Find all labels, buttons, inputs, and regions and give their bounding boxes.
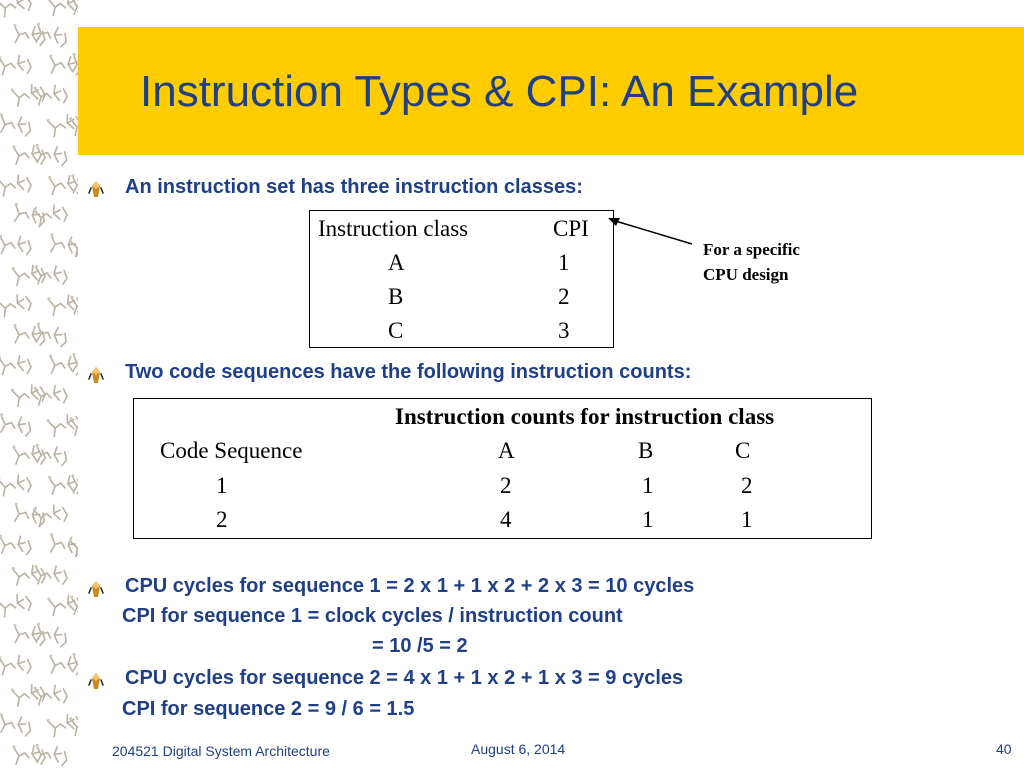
count-header-a: A xyxy=(498,438,515,463)
footer-page-number: 40 xyxy=(996,741,1012,757)
bullet-icon xyxy=(88,180,104,198)
cpi-seq1-formula: CPI for sequence 1 = clock cycles / instruction count xyxy=(122,605,623,627)
cpi-row-b-class: B xyxy=(388,284,404,309)
annotation-line-1: For a specific xyxy=(703,240,800,259)
count-row-1-b: 1 xyxy=(642,473,654,498)
bullet-cycles-seq1: CPU cycles for sequence 1 = 2 x 1 + 1 x 2 + 2 x 3 = 10 cycles xyxy=(125,575,695,597)
bullet-icon xyxy=(88,672,104,690)
count-row-1-c: 2 xyxy=(741,473,753,498)
annotation-arrow xyxy=(600,212,700,252)
cpi-seq1-result: = 10 /5 = 2 xyxy=(372,635,468,657)
bullet-instruction-classes: An instruction set has three instruction classes: xyxy=(125,176,583,198)
annotation-note xyxy=(703,237,800,287)
cpi-row-c-class: C xyxy=(388,318,404,343)
count-header-c: C xyxy=(735,438,751,463)
bullet-instruction-counts: Two code sequences have the following instruction counts: xyxy=(125,361,692,383)
decorative-pattern xyxy=(0,0,78,768)
count-row-2-c: 1 xyxy=(741,507,753,532)
bullet-icon xyxy=(88,366,104,384)
cpi-row-b-cpi: 2 xyxy=(558,284,570,309)
cpi-row-a-class: A xyxy=(388,250,405,275)
cpi-header-class: Instruction class xyxy=(318,216,469,241)
cpi-row-a-cpi: 1 xyxy=(558,250,570,275)
bullet-cycles-seq2: CPU cycles for sequence 2 = 4 x 1 + 1 x 2 + 1 x 3 = 9 cycles xyxy=(125,667,684,689)
count-row-1-seq: 1 xyxy=(216,473,228,498)
count-header-b: B xyxy=(638,438,654,463)
cpi-header-cpi: CPI xyxy=(553,216,589,241)
count-header-seq: Code Sequence xyxy=(160,438,303,463)
annotation-line-2: CPU design xyxy=(703,265,789,284)
count-row-2-b: 1 xyxy=(642,507,654,532)
count-row-2-seq: 2 xyxy=(216,507,228,532)
cpi-seq2-result: CPI for sequence 2 = 9 / 6 = 1.5 xyxy=(122,698,415,720)
count-row-1-a: 2 xyxy=(500,473,512,498)
bullet-icon xyxy=(88,580,104,598)
count-row-2-a: 4 xyxy=(500,507,512,532)
cpi-row-c-cpi: 3 xyxy=(558,318,570,343)
count-group-header: Instruction counts for instruction class xyxy=(395,404,775,429)
footer-date: August 6, 2014 xyxy=(471,741,566,757)
slide-title: Instruction Types & CPI: An Example xyxy=(140,67,859,116)
footer-course: 204521 Digital System Architecture xyxy=(112,743,330,759)
